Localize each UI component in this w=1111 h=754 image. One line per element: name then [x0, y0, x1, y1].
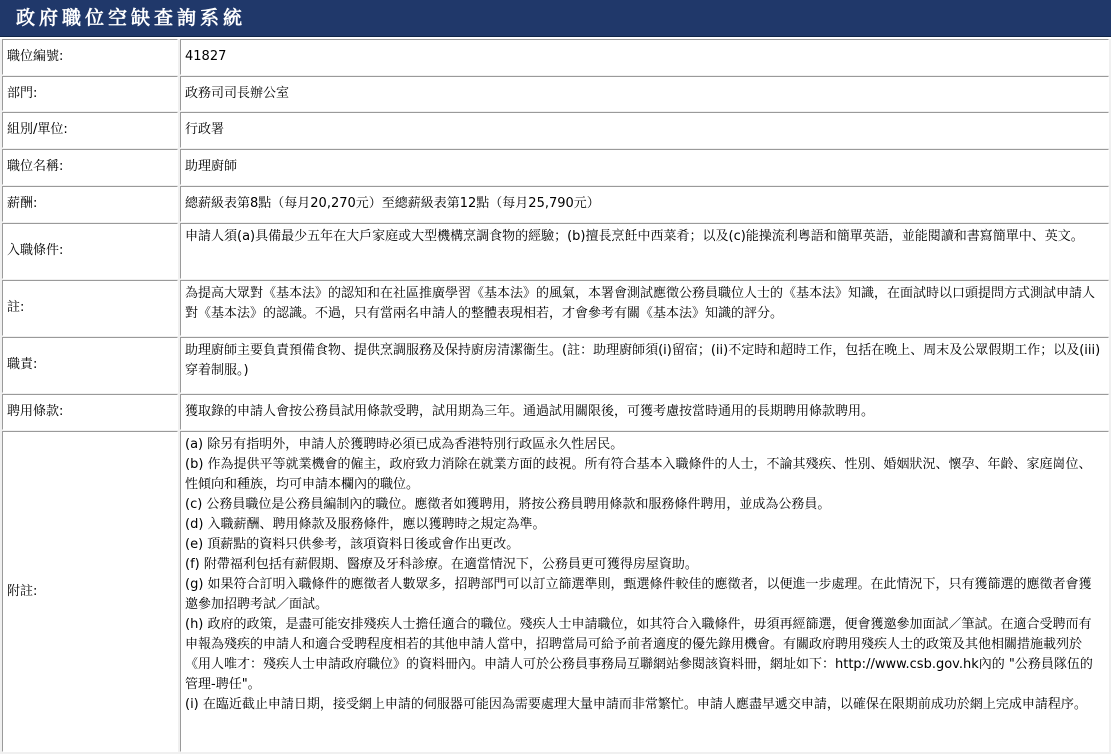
vacancy-detail-table	[0, 39, 1111, 754]
entry-requirements-label: 入職條件:	[2, 223, 178, 279]
table-row-job-ref	[0, 39, 1111, 75]
note-item-a: (a) 除另有指明外，申請人於獲聘時必須已成為香港特別行政區永久性居民。	[185, 437, 624, 452]
note-item-c: (c) 公務員職位是公務員編制內的職位。應徵者如獲聘用，將按公務員聘用條款和服務條件聘用，並成為公務員。	[185, 497, 831, 512]
note-item-i: (i) 在臨近截止申請日期，接受網上申請的伺服器可能因為需要處理大量申請而非常繁忙。申請人應盡早遞交申請，以確保在限期前成功於網上完成申請程序。	[185, 697, 1087, 712]
post-title-value: 助理廚師	[180, 149, 1109, 185]
duties-value: 助理廚師主要負責預備食物、提供烹調服務及保持廚房清潔衞生。(註：助理廚師須(i)留宿；(ii)不定時和超時工作，包括在晚上、周末及公眾假期工作；以及(iii)穿着制服。)	[180, 337, 1109, 393]
department-value: 政務司司長辦公室	[180, 76, 1109, 111]
terms-of-appointment-value: 獲取錄的申請人會按公務員試用條款受聘，試用期為三年。通過試用關限後，可獲考慮按當時通用的長期聘用條款聘用。	[180, 394, 1109, 430]
note-item-e: (e) 頂薪點的資料只供參考，該項資料日後或會作出更改。	[185, 537, 520, 552]
note-item-h: (h) 政府的政策，是盡可能安排殘疾人士擔任適合的職位。殘疾人士申請職位，如其符合入職條件，毋須再經篩選，便會獲邀參加面試／筆試。在適合受聘而有申報為殘疾的申請人和適合受聘程度相若的其他申請人當中，招聘當局可給予前者適度的優先錄用機會。有關政府聘用殘疾人士的政策及其他相關措施載列於《用人唯才：殘疾人士申請政府職位》的資料冊內。申請人可於公務員事務局互聯網站參閱該資料冊，網址如下：http://www.csb.gov.hk內的 "公務員隊伍的管理-聘任"。	[185, 617, 1093, 692]
job-ref-value: 41827	[180, 39, 1109, 75]
note-item-f: (f) 附帶福利包括有薪假期、醫療及牙科診療。在適當情況下，公務員更可獲得房屋資助。	[185, 557, 698, 572]
table-row-basic-law-note	[0, 280, 1111, 336]
division-label: 組別/單位:	[2, 112, 178, 148]
department-label: 部門:	[2, 76, 178, 111]
division-value: 行政署	[180, 112, 1109, 148]
table-row-entry-requirements	[0, 223, 1111, 279]
job-ref-label: 職位編號:	[2, 39, 178, 75]
basic-law-note-value: 為提高大眾對《基本法》的認知和在社區推廣學習《基本法》的風氣，本署會測試應徵公務員職位人士的《基本法》知識，在面試時以口頭提問方式測試申請人對《基本法》的認識。不過，只有當兩名申請人的整體表現相若，才會參考有關《基本法》知識的評分。	[180, 280, 1109, 336]
terms-of-appointment-label: 聘用條款:	[2, 394, 178, 430]
table-row-notes	[0, 431, 1111, 752]
salary-value: 總薪級表第8點（每月20,270元）至總薪級表第12點（每月25,790元）	[180, 186, 1109, 222]
table-row-division	[0, 112, 1111, 148]
table-row-duties	[0, 337, 1111, 393]
table-row-department	[0, 76, 1111, 111]
post-title-label: 職位名稱:	[2, 149, 178, 185]
duties-label: 職責:	[2, 337, 178, 393]
notes-label: 附註:	[2, 431, 178, 752]
basic-law-note-label: 註:	[2, 280, 178, 336]
note-item-d: (d) 入職薪酬、聘用條款及服務條件，應以獲聘時之規定為準。	[185, 517, 546, 532]
note-item-b: (b) 作為提供平等就業機會的僱主，政府致力消除在就業方面的歧視。所有符合基本入職條件的人士，不論其殘疾、性別、婚姻狀況、懷孕、年齡、家庭崗位、性傾向和種族，均可申請本欄內的職位。	[185, 457, 1092, 492]
salary-label: 薪酬:	[2, 186, 178, 222]
table-row-salary	[0, 186, 1111, 222]
entry-requirements-value: 申請人須(a)具備最少五年在大戶家庭或大型機構烹調食物的經驗；(b)擅長烹飪中西菜肴；以及(c)能操流利粵語和簡單英語，並能閱讀和書寫簡單中、英文。	[180, 223, 1109, 279]
page-header	[0, 0, 1111, 37]
table-row-terms-of-appointment	[0, 394, 1111, 430]
table-row-post-title	[0, 149, 1111, 185]
note-item-g: (g) 如果符合訂明入職條件的應徵者人數眾多，招聘部門可以訂立篩選準則，甄選條件較佳的應徵者，以便進一步處理。在此情況下，只有獲篩選的應徵者會獲邀參加招聘考試／面試。	[185, 577, 1092, 612]
notes-value	[180, 431, 1109, 752]
page-title: 政府職位空缺查詢系統	[16, 7, 247, 29]
